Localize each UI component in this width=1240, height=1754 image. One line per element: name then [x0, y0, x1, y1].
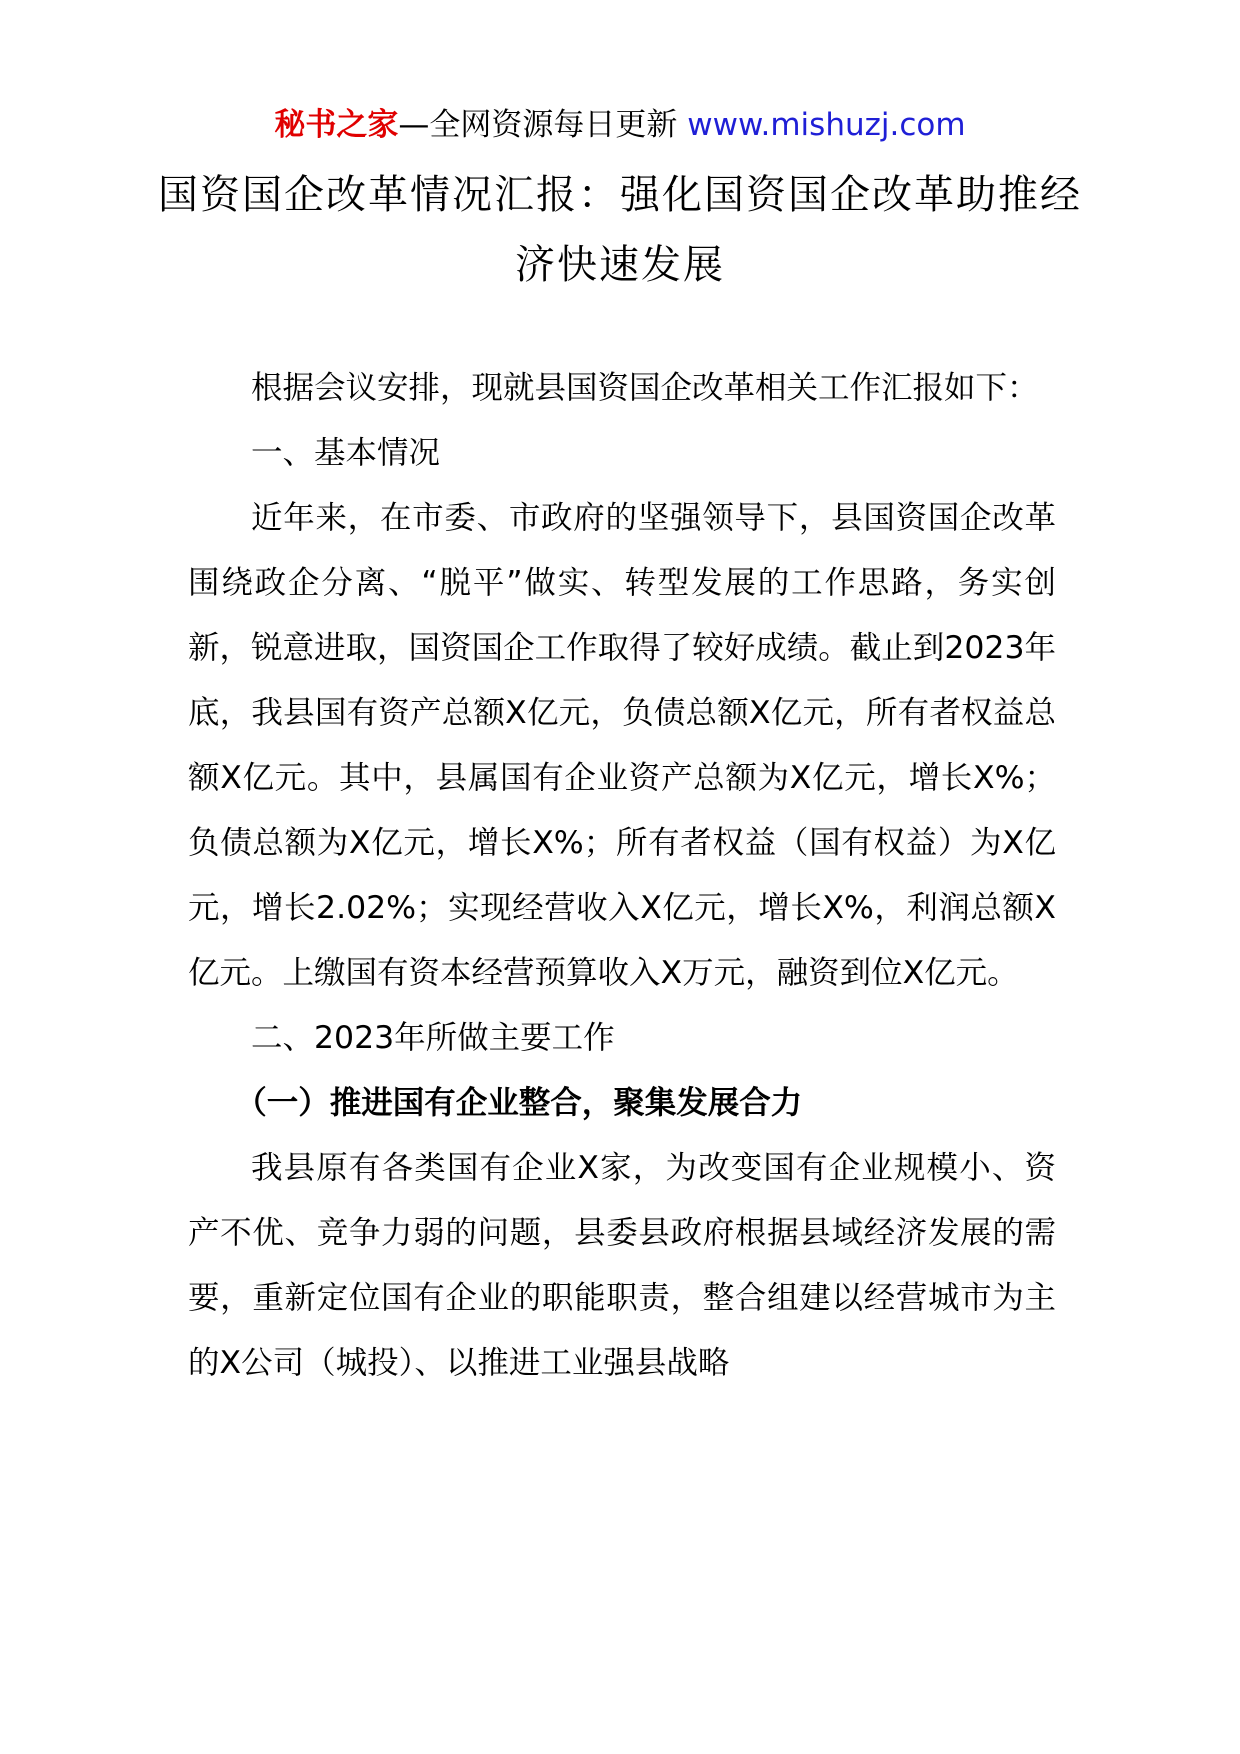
document-title: 国资国企改革情况汇报：强化国资国企改革助推经济快速发展: [158, 172, 1082, 288]
section-heading-1: 一、基本情况: [251, 435, 441, 471]
site-url: www.mishuzj.com: [687, 107, 966, 143]
header-tagline: —全网资源每日更新: [398, 107, 688, 143]
site-header: [0, 103, 1240, 147]
intro-paragraph: 根据会议安排，现就县国资国企改革相关工作汇报如下：: [251, 370, 1039, 406]
basic-situation-paragraph: 近年来，在市委、市政府的坚强领导下，县国资国企改革围绕政企分离、“脱平”做实、转型发展的工作思路，务实创新，锐意进取，国资国企工作取得了较好成绩。截止到2023年底，我县国有资产总额X亿元，负债总额X亿元，所有者权益总额X亿元。其中，县属国有企业资产总额为X亿元，增长X%；负债总额为X亿元，增长X%；所有者权益（国有权益）为X亿元，增长2.02%；实现经营收入X亿元，增长X%，利润总额X亿元。上缴国有资本经营预算收入X万元，融资到位X亿元。: [188, 500, 1056, 991]
section-heading-2: 二、2023年所做主要工作: [251, 1020, 615, 1056]
subsection-heading-1: （一）推进国有企业整合，聚集发展合力: [235, 1085, 803, 1121]
integration-paragraph: 我县原有各类国有企业X家，为改变国有企业规模小、资产不优、竞争力弱的问题，县委县政府根据县域经济发展的需要，重新定位国有企业的职能职责，整合组建以经营城市为主的X公司（城投）、以推进工业强县战略: [188, 1150, 1056, 1381]
brand-name: 秘书之家: [274, 107, 399, 143]
document-body: [188, 356, 1056, 1396]
